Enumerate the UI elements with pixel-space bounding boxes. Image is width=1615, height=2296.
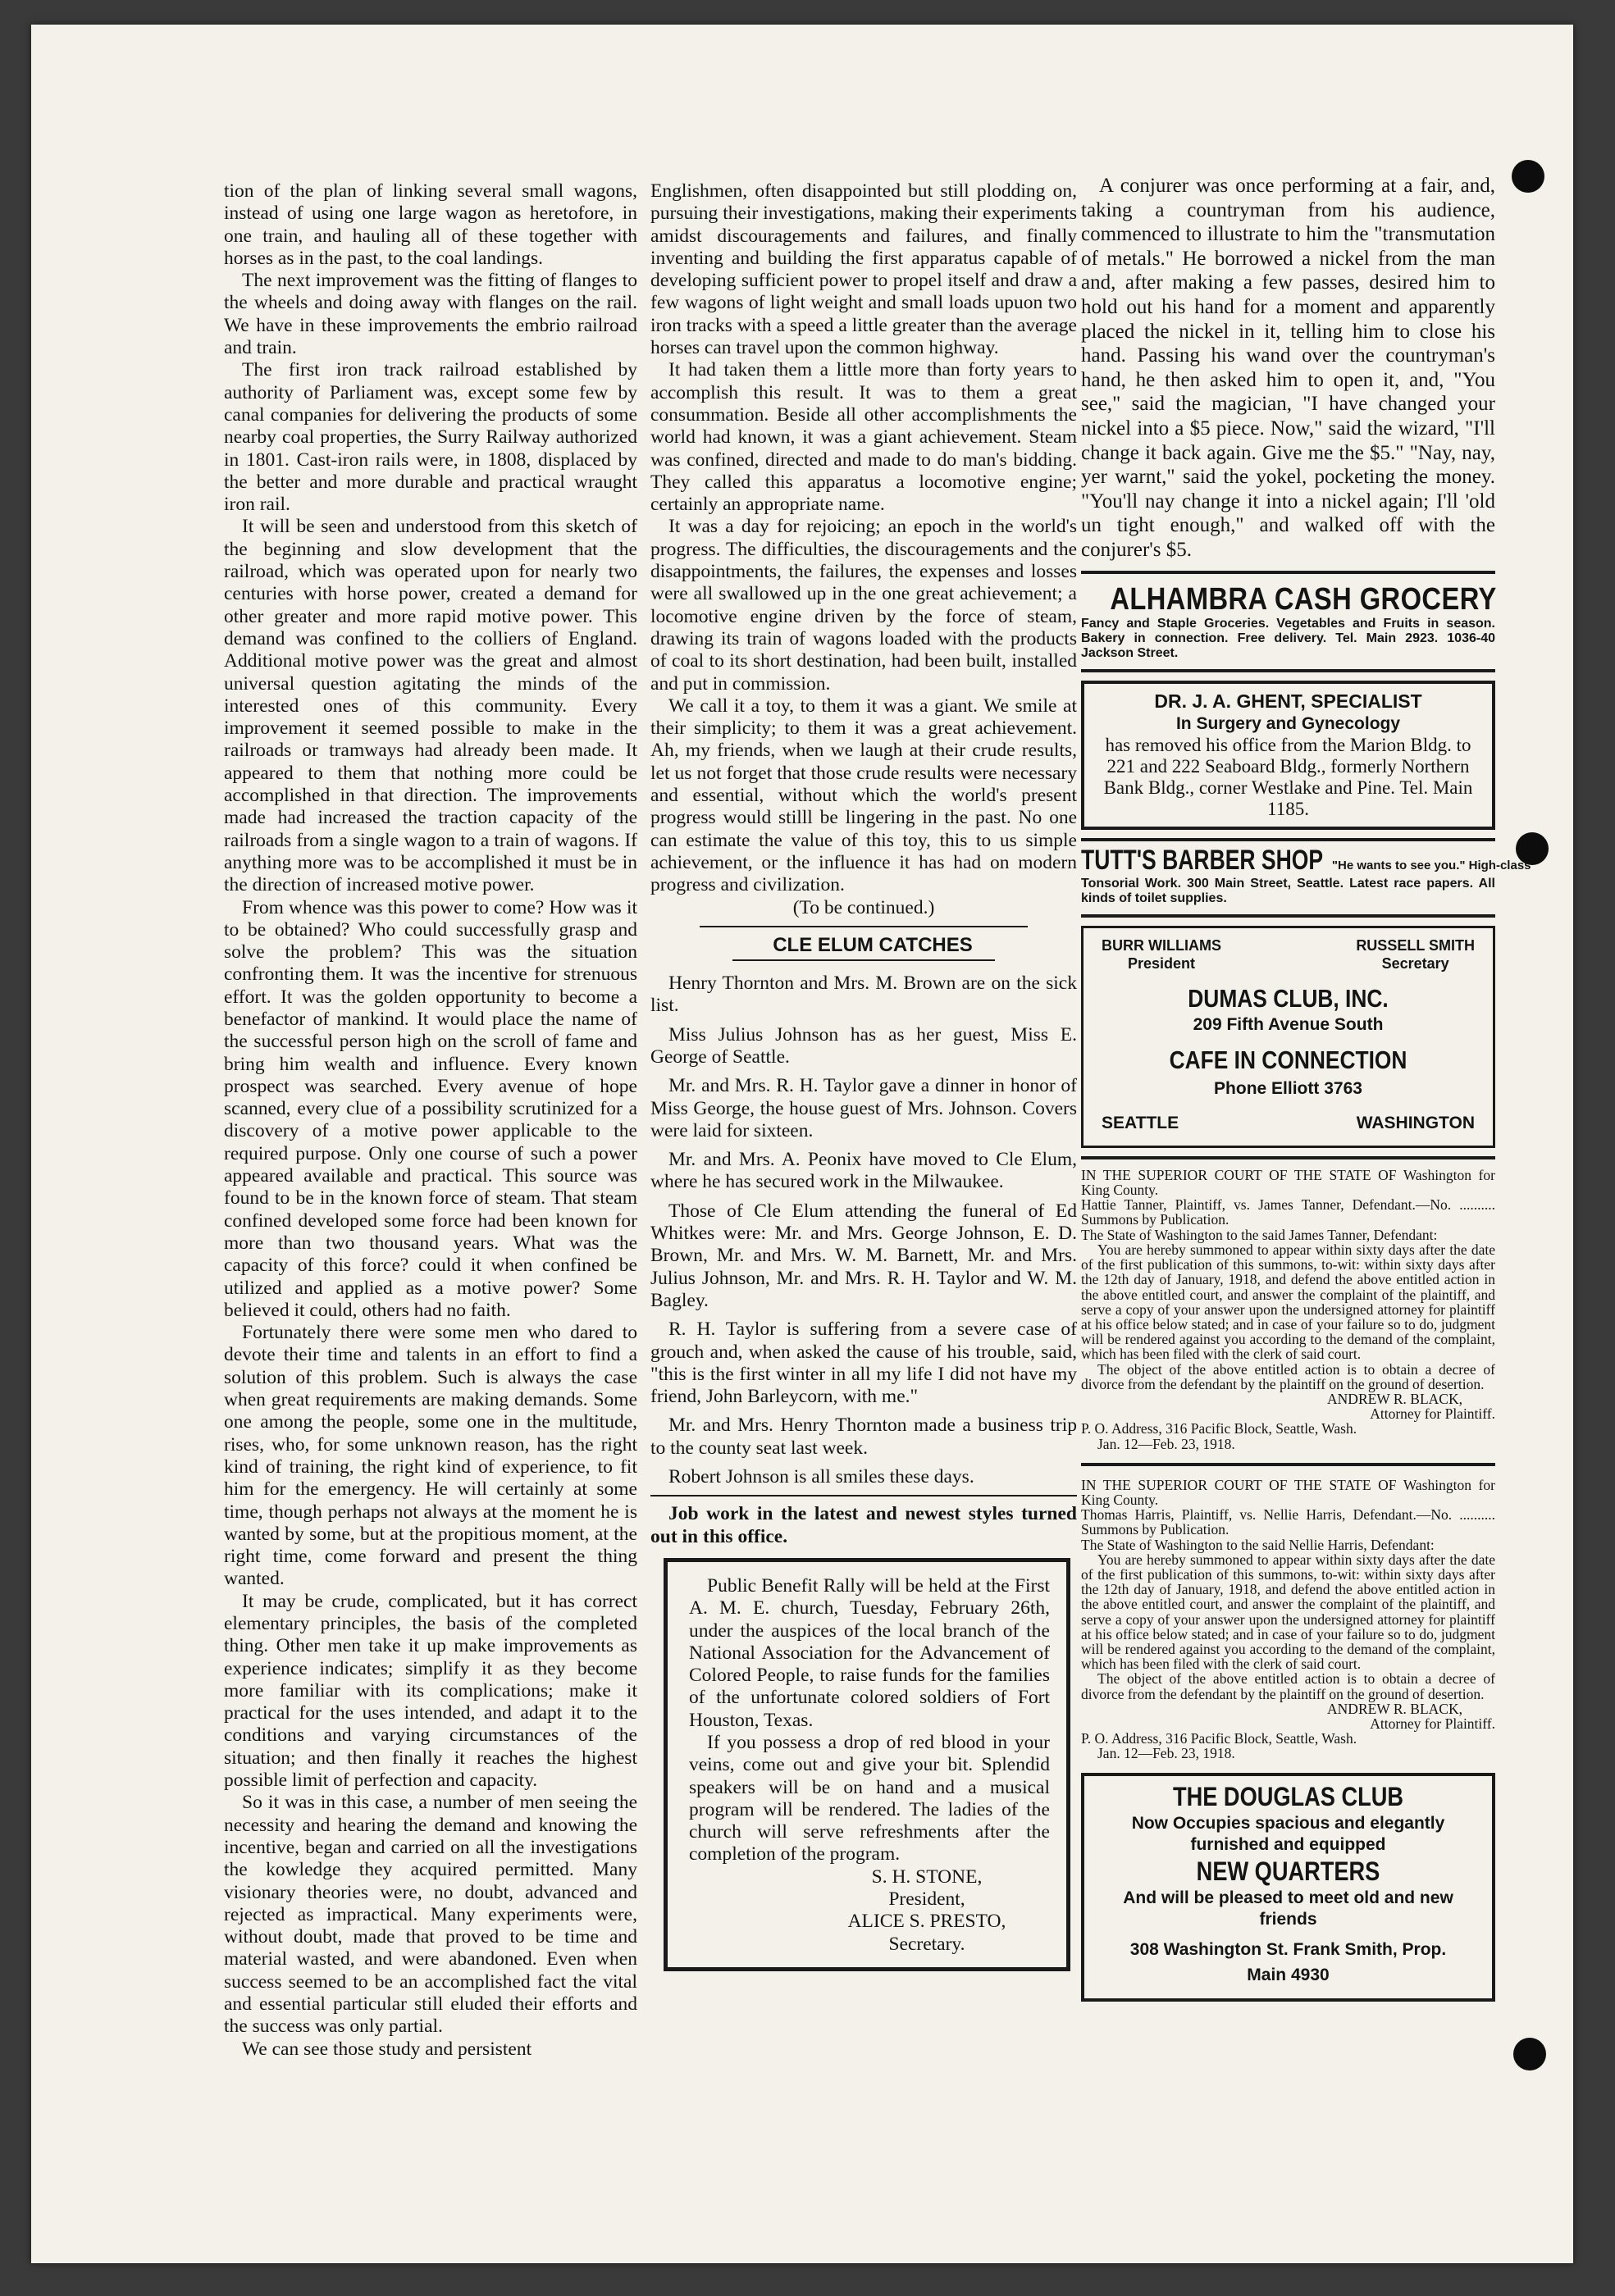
job-work-notice: Job work in the latest and newest styles turned out in this office. — [650, 1503, 1077, 1547]
dumas-secretary-name: RUSSELL SMITH — [1356, 937, 1475, 954]
tutt-text: Tonsorial Work. 300 Main Street, Seattle. Latest race papers. All kinds of toilet supplies. — [1081, 877, 1495, 906]
legal-body: You are hereby summoned to appear within sixty days after the date of the first publication of this summons, to-wit: within sixty days after the 12th day of January, 1918, and defend the above entitled action in the above entitled court, and answer the complaint of the plaintiff, and serve a copy of your answer upon the undersigned attorney for plaintiff at his office below stated; and in case of your failure so to do, judgment will be rendered against you according to the demand of the complaint, which has been filed with the clerk of said court. — [1081, 1241, 1495, 1363]
dumas-city: SEATTLE — [1102, 1113, 1179, 1132]
rally-signature-name: S. H. STONE, — [871, 1866, 983, 1888]
article-paragraph: It had taken them a little more than forty years to accomplish this result. It was to them a great consummation. Beside all other accomplishments the world had known, it was a giant achievement. Steam was confined, directed and made to do man's bidding. They called this apparatus a locomotive engine; certainly an appropriate name. — [650, 359, 1077, 516]
news-item: Mr. and Mrs. A. Peonix have moved to Cle Elum, where he has secured work in the Milwaukee. — [650, 1149, 1077, 1193]
article-paragraph: Englishmen, often disappointed but still plodding on, pursuing their investigations, making their experiments amidst discouragements and failures, and finally inventing and building the first apparatus capable of developing sufficient power to propel itself and draw a few wagons of light weight and small loads upuon two iron tracks with a speed a little greater than the average horses can travel upon the common highway. — [650, 180, 1077, 359]
column-2 — [650, 180, 1077, 1971]
news-item: Robert Johnson is all smiles these days. — [668, 1466, 974, 1488]
legal-head: IN THE SUPERIOR COURT OF THE STATE OF Washington for King County. — [1081, 1166, 1495, 1199]
news-item: Mr. and Mrs. R. H. Taylor gave a dinner in honor of Miss George, the house guest of Mrs. Johnson. Covers were laid for sixteen. — [650, 1075, 1077, 1141]
douglas-title: THE DOUGLAS CLUB — [1172, 1781, 1404, 1811]
news-item: R. H. Taylor is suffering from a severe case of grouch and, when asked the cause of his trouble, said, "this is the first winter in all my life I did not have my friend, John Barleycorn, with me." — [650, 1319, 1077, 1408]
tutt-tagline: "He wants to see you." High-class — [1331, 859, 1531, 873]
legal-address: P. O. Address, 316 Pacific Block, Seattle, Wash. — [1081, 1420, 1357, 1437]
dumas-secretary-title: Secretary — [1381, 955, 1449, 973]
ghent-text: has removed his office from the Marion Bldg. to 221 and 222 Seaboard Bldg., formerly Northern Bank Bldg., corner Westlake and Pine. Tel. Main 1185. — [1103, 735, 1473, 820]
ghent-title: DR. J. A. GHENT, SPECIALIST — [1154, 690, 1422, 712]
douglas-subtitle: Now Occupies spacious and elegantly furnished and equipped — [1131, 1813, 1445, 1854]
article-paragraph: The next improvement was the fitting of flanges to the wheels and doing away with flanges on the rail. We have in these improvements the embrio railroad and train. — [224, 270, 637, 359]
tutts-barber-ad — [1081, 845, 1531, 906]
legal-to: The State of Washington to the said James Tanner, Defendant: — [1081, 1226, 1438, 1243]
cle-elum-heading: CLE ELUM CATCHES — [773, 933, 973, 956]
divider — [1081, 914, 1495, 918]
article-paragraph: It will be seen and understood from this sketch of the beginning and slow development that the railroad, which was operated upon for nearly two centuries with horse power, created a demand for other greater and more rapid motive power. This demand was confined to the colliers of England. Additional motive power was the great and almost universal question agitating the minds of the interested ones of this community. Every improvement it seemed possible to make in the railroads or tramways had already been made. It appeared to them that nothing more could be accomplished in that direction. The improvements made had increased the traction capacity of the railroads from a single wagon to a train of wagons. If anything more was to be accomplished it must be in the direction of increased motive power. — [224, 516, 637, 896]
article-paragraph: The first iron track railroad established by authority of Parliament was, except some few by canal companies for delivering the products of some nearby coal properties, the Surry Railway authorized in 1801. Cast-iron rails were, in 1808, displaced by the better and more durable and practical wraught iron rail. — [224, 359, 637, 516]
ghent-subtitle: In Surgery and Gynecology — [1175, 713, 1401, 733]
dumas-club-ad — [1081, 926, 1495, 1147]
alhambra-text: Fancy and Staple Groceries. Vegetables and Fruits in season. Bakery in connection. Free delivery. Tel. Main 2923. 1036-40 Jackson Street. — [1081, 616, 1495, 660]
divider — [732, 959, 995, 961]
legal-object: The object of the above entitled action is to obtain a decree of divorce from the defendant by the plaintiff on the ground of desertion. — [1081, 1360, 1495, 1392]
douglas-phone: Main 4930 — [1247, 1966, 1330, 1985]
legal-attorney: ANDREW R. BLACK, — [1327, 1700, 1462, 1717]
punch-hole-top — [1512, 160, 1544, 193]
douglas-new-quarters: NEW QUARTERS — [1196, 1856, 1380, 1886]
legal-to: The State of Washington to the said Nellie Harris, Defendant: — [1081, 1536, 1435, 1553]
divider — [700, 926, 1028, 927]
punch-hole-bottom — [1513, 2038, 1546, 2070]
legal-parties: Hattie Tanner, Plaintiff, vs. James Tanner, Defendant.—No. .......... Summons by Publication. — [1081, 1196, 1495, 1228]
cle-elum-news — [650, 973, 1077, 1488]
douglas-invite: And will be pleased to meet old and new friends — [1123, 1888, 1453, 1929]
legal-head: IN THE SUPERIOR COURT OF THE STATE OF Washington for King County. — [1081, 1476, 1495, 1508]
article-paragraph: From whence was this power to come? How was it to be obtained? Who could successfully grasp and solve the problem? This was the situation confronting them. It was the incentive for strenuous effort. It was the golden opportunity to become a benefactor of mankind. It would place the name of the successful person high on the scroll of fame and bring him wealth and influence. Every known prospect was searched. Every avenue of hope scanned, every clue of a possibility scrutinized for a discovery of a motive power applicable to the required purpose. Only one course of such a power appeared available and practical. This source was found to be in the known force of steam. That steam confined developed some force had been known for more than two thousand years. What was the capacity of this force? could it when confined be utilized and applied as a motive power? Some believed it could, others had no faith. — [224, 896, 637, 1321]
dumas-cafe: CAFE IN CONNECTION — [1169, 1045, 1407, 1074]
legal-notice-tanner — [1081, 1168, 1495, 1451]
dumas-address: 209 Fifth Avenue South — [1193, 1014, 1384, 1034]
legal-parties: Thomas Harris, Plaintiff, vs. Nellie Harris, Defendant.—No. .......... Summons by Publication. — [1081, 1506, 1495, 1538]
news-item: Mr. and Mrs. Henry Thornton made a business trip to the county seat last week. — [650, 1414, 1077, 1459]
article-paragraph: We call it a toy, to them it was a giant. We smile at their simplicity; to them it was a great achievement. Ah, my friends, when we laugh at their crude results, let us not forget that those crude results were necessary and essential, without which the world's present progress would stilll be lingering in the past. No one can estimate the value of this toy, this to us simple achievement, or the influence it has had on modern progress and civilization. — [650, 695, 1077, 896]
article-paragraph: Fortunately there were some men who dared to devote their time and talents in an effort to find a solution of this problem. Such is always the case when great requirements are making demands. Some one among the people, some one in the multitude, rises, who, for some unknown reason, has the right kind of training, the right kind of experience, to fit him for the emergency. He will certainly at some time, though perhaps not always at the moment he is wanted by some, but at the propitious moment, at the right time, come forward and present the thing wanted. — [224, 1322, 637, 1590]
divider — [1081, 1156, 1495, 1159]
douglas-address: 308 Washington St. Frank Smith, Prop. — [1129, 1940, 1447, 1960]
column-1-railroad-article — [224, 180, 637, 2061]
legal-dates: Jan. 12—Feb. 23, 1918. — [1097, 1435, 1235, 1452]
divider — [1081, 571, 1495, 574]
dumas-president-title: President — [1127, 955, 1195, 973]
douglas-club-ad — [1081, 1773, 1495, 2002]
divider — [1081, 1463, 1495, 1466]
public-benefit-rally-box — [664, 1558, 1070, 1971]
alhambra-title: ALHAMBRA CASH GROCERY — [1110, 581, 1497, 617]
article-paragraph: So it was in this case, a number of men seeing the necessity and hearing the demand and knowing the incentive, began and carried on all the investigations the kowledge they acquired permitted. Many visionary theories were, no doubt, advanced and rejected as impractical. Many experiments were, without doubt, made that proved to be time and material wasted, and were abandoned. Even when success seemed to be an accomplished fact the vital and essential particular still eluded their efforts and the success was only partial. — [224, 1792, 637, 2038]
rally-paragraph: Public Benefit Rally will be held at the First A. M. E. church, Tuesday, February 26th, under the auspices of the local branch of the National Association for the Advancement of Colored People, to raise funds for the families of the unfortunate colored soldiers of Fort Houston, Texas. — [689, 1574, 1050, 1731]
to-be-continued: (To be continued.) — [792, 896, 935, 918]
tutt-title: TUTT'S BARBER SHOP — [1081, 845, 1324, 877]
newspaper-page — [31, 25, 1573, 2263]
column-3 — [1081, 175, 1531, 2002]
legal-attorney-title: Attorney for Plaintiff. — [1370, 1405, 1495, 1423]
legal-object: The object of the above entitled action is to obtain a decree of divorce from the defendant by the plaintiff on the ground of desertion. — [1081, 1670, 1495, 1702]
dumas-phone: Phone Elliott 3763 — [1214, 1079, 1362, 1099]
news-item: Miss Julius Johnson has as her guest, Miss E. George of Seattle. — [650, 1023, 1077, 1068]
alhambra-grocery-ad — [1081, 582, 1495, 661]
divider — [1081, 669, 1495, 672]
legal-attorney: ANDREW R. BLACK, — [1327, 1390, 1462, 1407]
legal-dates: Jan. 12—Feb. 23, 1918. — [1097, 1745, 1235, 1762]
conjurer-anecdote: A conjurer was once performing at a fair, and, taking a countryman from his audience, commenced to illustrate to him the "transmutation of metals." He borrowed a nickel from the man and, after making a few passes, desired him to hold out his hand for a moment and apparently placed the nickel in it, telling him to close his hand. Passing his wand over the countryman's hand, he then asked him to open it, and, "You see," said the magician, "I have changed your nickel into a $5 piece. Now," said the wizard, "I'll change it back again. Give me the $5." "Nay, nay, yer warnt," said the yokel, pocketing the money. "You'll nay change it into a nickel again; I'll 'old un tight enough," and walked off with the conjurer's $5. — [1081, 175, 1495, 561]
dumas-title: DUMAS CLUB, INC. — [1188, 984, 1389, 1014]
article-paragraph: We can see those study and persistent — [242, 2038, 532, 2060]
article-paragraph: tion of the plan of linking several small wagons, instead of using one large wagon as heretofore, in one train, and hauling all of these together with horses as in the past, to the coal landings. — [224, 180, 637, 269]
rally-signature-name: ALICE S. PRESTO, — [847, 1911, 1006, 1933]
rally-signature-title: Secretary. — [888, 1933, 965, 1955]
rally-paragraph: If you possess a drop of red blood in your veins, come out and give your bit. Splendid speakers will be on hand and a musical program will be rendered. The ladies of the church will serve refreshments after the completion of the program. — [689, 1732, 1050, 1866]
divider — [650, 1495, 1077, 1496]
dumas-president-name: BURR WILLIAMS — [1102, 937, 1221, 954]
legal-body: You are hereby summoned to appear within sixty days after the date of the first publication of this summons, to-wit: within sixty days after the 12th day of January, 1918, and defend the above entitled action in the above entitled court, and answer the complaint of the plaintiff, and serve a copy of your answer upon the undersigned attorney for plaintiff at his office below stated; and in case of your failure so to do, judgment will be rendered against you according to the demand of the complaint, which has been filed with the clerk of said court. — [1081, 1551, 1495, 1673]
dumas-state: WASHINGTON — [1356, 1113, 1475, 1132]
news-item: Those of Cle Elum attending the funeral of Ed Whitkes were: Mr. and Mrs. George Johnson, E. D. Brown, Mr. and Mrs. W. M. Barnett, Mr. and Mrs. Julius Johnson, Mr. and Mrs. R. H. Taylor and W. M. Bagley. — [650, 1200, 1077, 1311]
divider — [1081, 838, 1495, 841]
rally-signature-title: President, — [888, 1888, 965, 1911]
legal-attorney-title: Attorney for Plaintiff. — [1370, 1715, 1495, 1732]
dr-ghent-ad — [1081, 681, 1495, 831]
legal-notice-harris — [1081, 1478, 1495, 1761]
legal-address: P. O. Address, 316 Pacific Block, Seattle, Wash. — [1081, 1730, 1357, 1747]
news-item: Henry Thornton and Mrs. M. Brown are on the sick list. — [650, 973, 1077, 1017]
article-paragraph: It may be crude, complicated, but it has correct elementary principles, the basis of the completed thing. Other men take it up make improvements as experience indicates; simplify it as they become more familiar with its complications; make it practical for the uses intended, and adapt it to the conditions and varying circumstances of the situation; and then finally it reaches the highest possible limit of perfection and capacity. — [224, 1590, 637, 1792]
article-paragraph: It was a day for rejoicing; an epoch in the world's progress. The difficulties, the discouragements and the disappointments, the failures, the expenses and losses were all swallowed up in the one great achievement; a locomotive engine driven by the force of steam, drawing its train of wagons loaded with the products of coal to its short destination, had been built, installed and put in commission. — [650, 516, 1077, 695]
